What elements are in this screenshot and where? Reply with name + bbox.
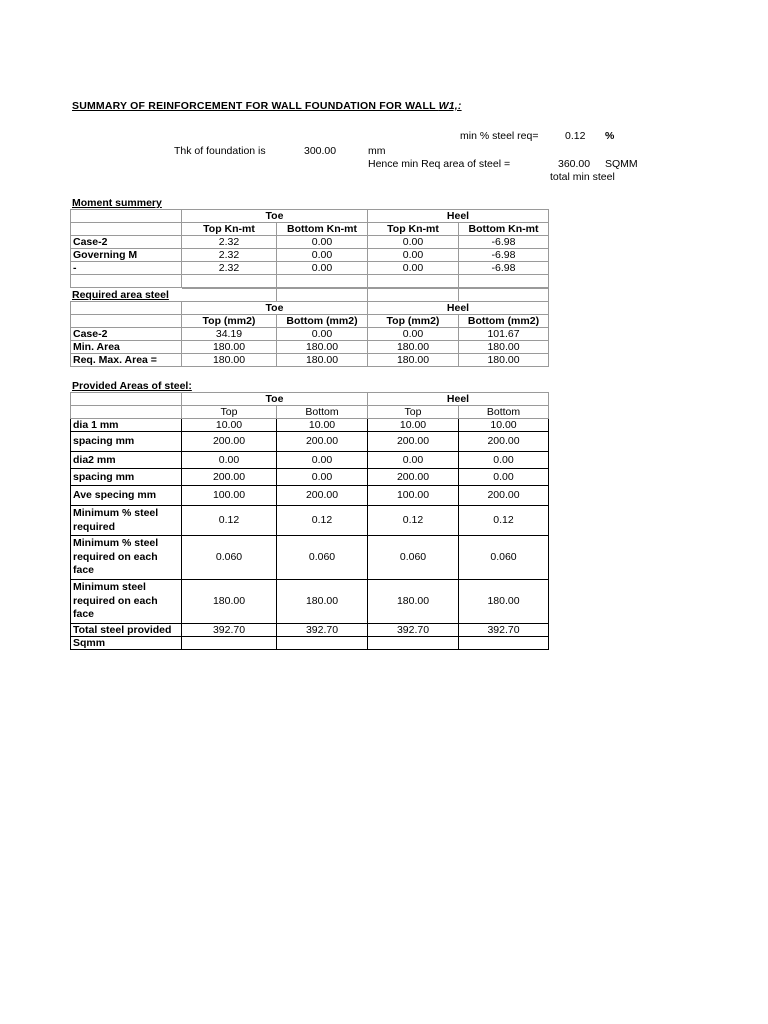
cell: 0.12 [182, 506, 277, 536]
column-header: Bottom (mm2) [459, 315, 549, 328]
row-label: - [71, 262, 182, 275]
table-row [71, 536, 549, 580]
blank-cell [71, 393, 182, 406]
table-row [71, 452, 549, 469]
table-row [71, 236, 549, 249]
cell: 180.00 [459, 580, 549, 624]
cell: 180.00 [277, 580, 368, 624]
cell: -6.98 [459, 236, 549, 249]
cell: 0.00 [182, 452, 277, 469]
blank-cell [368, 289, 459, 302]
thk-value: 300.00 [304, 145, 337, 157]
toe-header: Toe [182, 302, 368, 315]
total-min-label: total min steel [550, 171, 615, 183]
table-row [71, 354, 549, 367]
cell: 101.67 [459, 328, 549, 341]
cell: 0.060 [182, 536, 277, 580]
provided-table [70, 392, 549, 650]
table-row [71, 580, 549, 624]
blank-cell [71, 315, 182, 328]
cell: 200.00 [459, 432, 549, 452]
cell: 392.70 [368, 624, 459, 637]
cell: 0.060 [368, 536, 459, 580]
column-header: Top [368, 406, 459, 419]
heel-header: Heel [368, 393, 549, 406]
required-table [70, 288, 549, 367]
table-row [71, 506, 549, 536]
table-row [71, 341, 549, 354]
table-row [71, 469, 549, 486]
cell: 10.00 [459, 419, 549, 432]
cell: 0.12 [459, 506, 549, 536]
column-header: Bottom [277, 406, 368, 419]
row-label: dia 1 mm [71, 419, 182, 432]
cell: 34.19 [182, 328, 277, 341]
toe-header: Toe [182, 210, 368, 223]
table-row [71, 624, 549, 637]
cell: 10.00 [182, 419, 277, 432]
blank-cell [277, 275, 368, 288]
row-label: Case-2 [71, 236, 182, 249]
column-header: Bottom [459, 406, 549, 419]
toe-header: Toe [182, 393, 368, 406]
cell: 0.00 [277, 452, 368, 469]
row-label: Governing M [71, 249, 182, 262]
cell: 0.00 [277, 469, 368, 486]
blank-cell [71, 289, 182, 302]
cell: 0.00 [459, 469, 549, 486]
title-wall: W1,: [438, 100, 462, 112]
table-row [71, 275, 549, 288]
min-steel-value: 0.12 [565, 130, 586, 142]
blank-cell [71, 223, 182, 236]
column-header: Bottom Kn-mt [459, 223, 549, 236]
blank-cell [71, 302, 182, 315]
cell: 0.12 [368, 506, 459, 536]
cell: 200.00 [182, 469, 277, 486]
cell: 200.00 [182, 432, 277, 452]
cell: 200.00 [368, 469, 459, 486]
cell: 200.00 [459, 486, 549, 506]
cell: 180.00 [368, 341, 459, 354]
cell: 0.00 [277, 249, 368, 262]
row-label: Total steel provided [71, 624, 182, 637]
cell: 180.00 [182, 580, 277, 624]
cell: 0.00 [368, 236, 459, 249]
cell: 0.00 [459, 452, 549, 469]
min-area-unit: SQMM [605, 158, 638, 170]
cell: 180.00 [277, 341, 368, 354]
cell: 2.32 [182, 249, 277, 262]
cell: 180.00 [459, 354, 549, 367]
cell: 0.060 [459, 536, 549, 580]
cell: 392.70 [182, 624, 277, 637]
cell: 2.32 [182, 262, 277, 275]
provided-section-title: Provided Areas of steel: [72, 380, 192, 392]
title-main: SUMMARY OF REINFORCEMENT FOR WALL FOUNDATION FOR WALL [72, 100, 436, 112]
column-header: Top (mm2) [182, 315, 277, 328]
cell: 10.00 [368, 419, 459, 432]
row-label: Minimum % steel required on each face [71, 536, 182, 580]
cell: 180.00 [277, 354, 368, 367]
column-header: Bottom Kn-mt [277, 223, 368, 236]
blank-cell [71, 406, 182, 419]
document-title [72, 100, 462, 112]
column-header: Top [182, 406, 277, 419]
cell [368, 637, 459, 650]
blank-cell [459, 275, 549, 288]
cell: 200.00 [368, 432, 459, 452]
cell: 0.00 [277, 262, 368, 275]
blank-cell [182, 275, 277, 288]
heel-header: Heel [368, 302, 549, 315]
min-steel-label: min % steel req= [460, 130, 539, 142]
row-label: dia2 mm [71, 452, 182, 469]
min-steel-unit: % [605, 130, 615, 142]
required-section-title: Required area steel [72, 289, 169, 301]
cell: 180.00 [459, 341, 549, 354]
table-row [71, 249, 549, 262]
table-row [71, 328, 549, 341]
table-row [71, 486, 549, 506]
cell: 2.32 [182, 236, 277, 249]
cell: 180.00 [368, 354, 459, 367]
blank-cell [459, 289, 549, 302]
column-header: Top Kn-mt [182, 223, 277, 236]
row-label: Case-2 [71, 328, 182, 341]
min-area-value: 360.00 [558, 158, 591, 170]
cell: 100.00 [182, 486, 277, 506]
column-header: Top Kn-mt [368, 223, 459, 236]
column-header: Top (mm2) [368, 315, 459, 328]
cell: 392.70 [459, 624, 549, 637]
blank-cell [368, 275, 459, 288]
cell [277, 637, 368, 650]
cell: 100.00 [368, 486, 459, 506]
moment-table [70, 209, 549, 288]
cell: 0.12 [277, 506, 368, 536]
row-label: spacing mm [71, 432, 182, 452]
blank-cell [182, 289, 277, 302]
cell: -6.98 [459, 262, 549, 275]
cell: 0.00 [368, 328, 459, 341]
cell: 0.060 [277, 536, 368, 580]
cell: -6.98 [459, 249, 549, 262]
cell: 10.00 [277, 419, 368, 432]
table-row [71, 637, 549, 650]
moment-section-title: Moment summery [72, 197, 162, 209]
cell: 0.00 [368, 262, 459, 275]
thk-label: Thk of foundation is [174, 145, 266, 157]
row-label: Minimum % steel required [71, 506, 182, 536]
blank-cell [71, 210, 182, 223]
cell: 180.00 [182, 341, 277, 354]
row-label: Req. Max. Area = [71, 354, 182, 367]
table-row [71, 262, 549, 275]
row-label: Min. Area [71, 341, 182, 354]
row-label: Sqmm [71, 637, 182, 650]
row-label: spacing mm [71, 469, 182, 486]
heel-header: Heel [368, 210, 549, 223]
row-label: Ave specing mm [71, 486, 182, 506]
column-header: Bottom (mm2) [277, 315, 368, 328]
table-row [71, 419, 549, 432]
blank-cell [277, 289, 368, 302]
cell: 0.00 [368, 249, 459, 262]
cell: 180.00 [368, 580, 459, 624]
cell: 0.00 [277, 236, 368, 249]
table-row [71, 432, 549, 452]
min-area-label: Hence min Req area of steel = [368, 158, 511, 170]
cell [459, 637, 549, 650]
blank-cell [71, 275, 182, 288]
cell: 200.00 [277, 432, 368, 452]
cell: 392.70 [277, 624, 368, 637]
cell [182, 637, 277, 650]
cell: 200.00 [277, 486, 368, 506]
thk-unit: mm [368, 145, 386, 157]
cell: 0.00 [368, 452, 459, 469]
row-label: Minimum steel required on each face [71, 580, 182, 624]
cell: 180.00 [182, 354, 277, 367]
cell: 0.00 [277, 328, 368, 341]
